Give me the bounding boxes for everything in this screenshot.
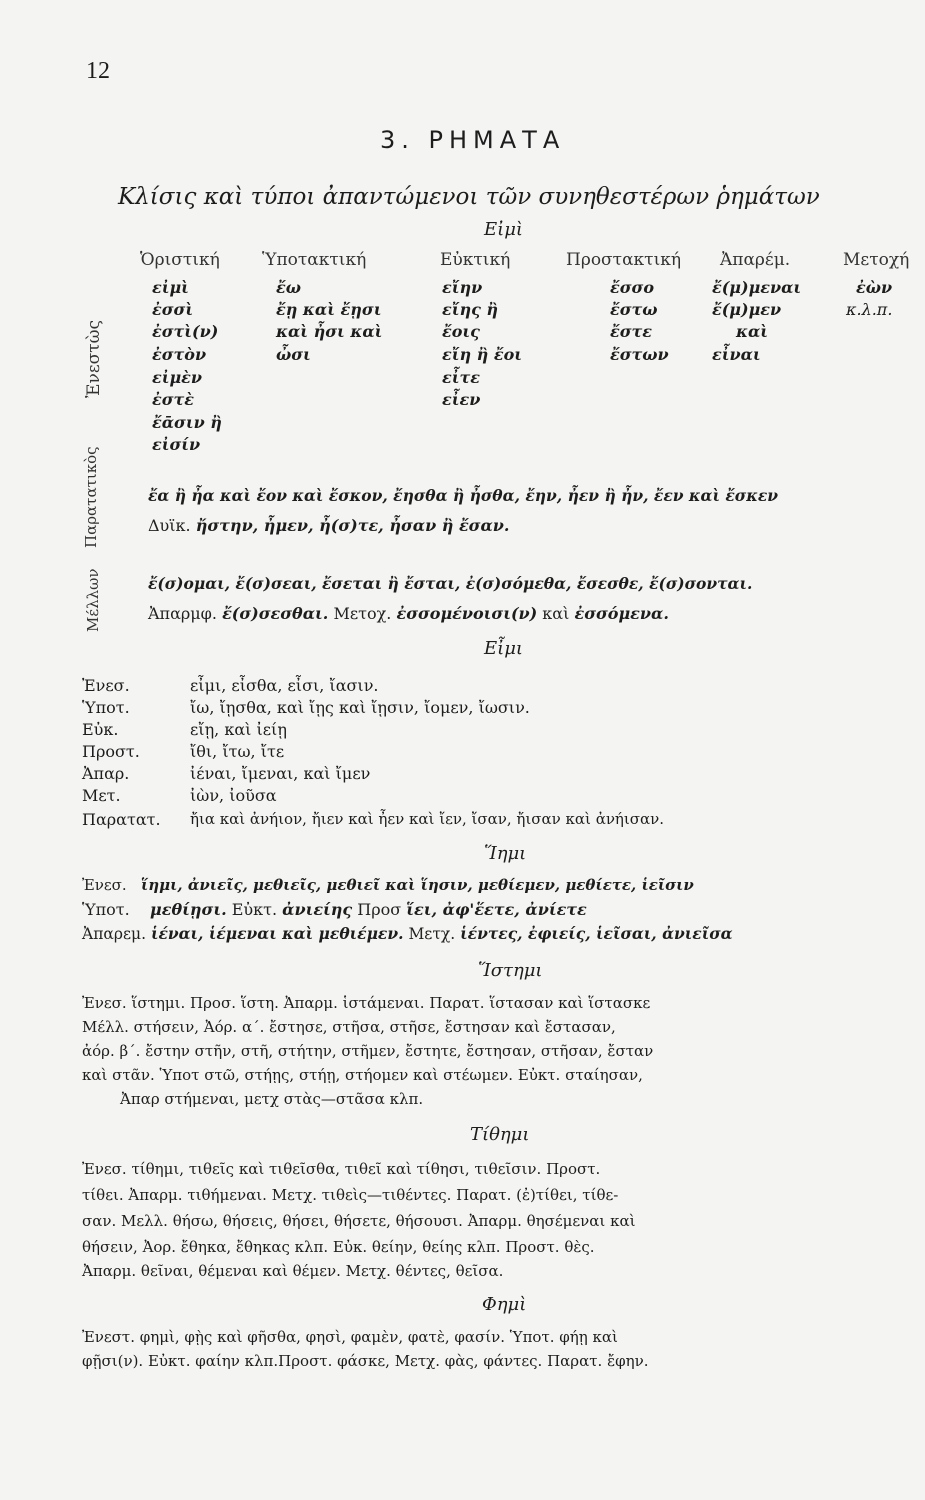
mellon-line-1: ἔ(σ)ομαι, ἔ(σ)σεαι, ἔσεται ἢ ἔσται, ἐ(σ)σόμεθα, ἔσεσθε, ἔ(σ)σονται. xyxy=(148,574,753,593)
phemi-heading: Φημὶ xyxy=(482,1294,527,1315)
eimi2-heading: Εἶμι xyxy=(484,638,523,659)
paratatikos-line-2: Δυϊκ. ἤστην, ἦμεν, ἦ(σ)τε, ἦσαν ἢ ἔσαν. xyxy=(148,516,510,535)
chapter-title: 3. ΡΗΜΑΤΑ xyxy=(380,126,566,154)
header-ypotaktiki: Ὑποτακτική xyxy=(262,250,367,270)
iemi-line-1: Ἐνεσ. ἵημι, ἀνιεῖς, μεθιεῖς, μεθιεῖ καὶ ἵησιν, μεθίεμεν, μεθίετε, ἱεῖσιν xyxy=(82,876,694,894)
paratatikos-line-1: ἔα ἢ ἦα καὶ ἔον καὶ ἔσκον, ἔησθα ἢ ἦσθα, ἔην, ἦεν ἢ ἦν, ἔεν καὶ ἔσκεν xyxy=(148,486,779,505)
iemi-line-2: Ὑποτ. μεθίῃσι. Εὐκτ. ἀνιείης Προσ ἵει, ἀφ'ἕετε, ἀνίετε xyxy=(82,900,587,919)
header-prostaktiki: Προστακτική xyxy=(566,250,682,270)
iemi-heading: Ἵημι xyxy=(484,843,527,864)
mellon-line-2: Ἀπαρμφ. ἔ(σ)σεσθαι. Μετοχ. ἐσσομένοισι(ν) καὶ ἐσσόμενα. xyxy=(148,604,669,623)
mellon-side-label: Μέλλων xyxy=(84,568,102,632)
section-subtitle: Κλίσις καὶ τύποι ἀπαντώμενοι τῶν συνηθεστέρων ῥημάτων xyxy=(118,184,820,210)
iemi-line-3: Ἀπαρεμ. ἱέναι, ἱέμεναι καὶ μεθιέμεν. Μετχ. ἱέντες, ἐφιείς, ἱεῖσαι, ἀνιεῖσα xyxy=(82,924,733,943)
header-aparemfato: Ἀπαρέμ. xyxy=(720,250,791,270)
tithemi-heading: Τίθημι xyxy=(470,1124,530,1145)
header-efktiki: Εὐκτική xyxy=(440,250,511,270)
header-oristiki: Ὁριστική xyxy=(140,250,220,270)
istemi-heading: Ἵστημι xyxy=(478,960,543,981)
enestos-side-label: Ἐνεστὼς xyxy=(84,319,104,398)
paratatikos-side-label: Παρατατικὸς xyxy=(82,446,100,548)
page-number: 12 xyxy=(86,58,110,84)
eimi-heading: Εἰμὶ xyxy=(484,219,523,240)
header-metochi: Μετοχή xyxy=(843,250,910,270)
